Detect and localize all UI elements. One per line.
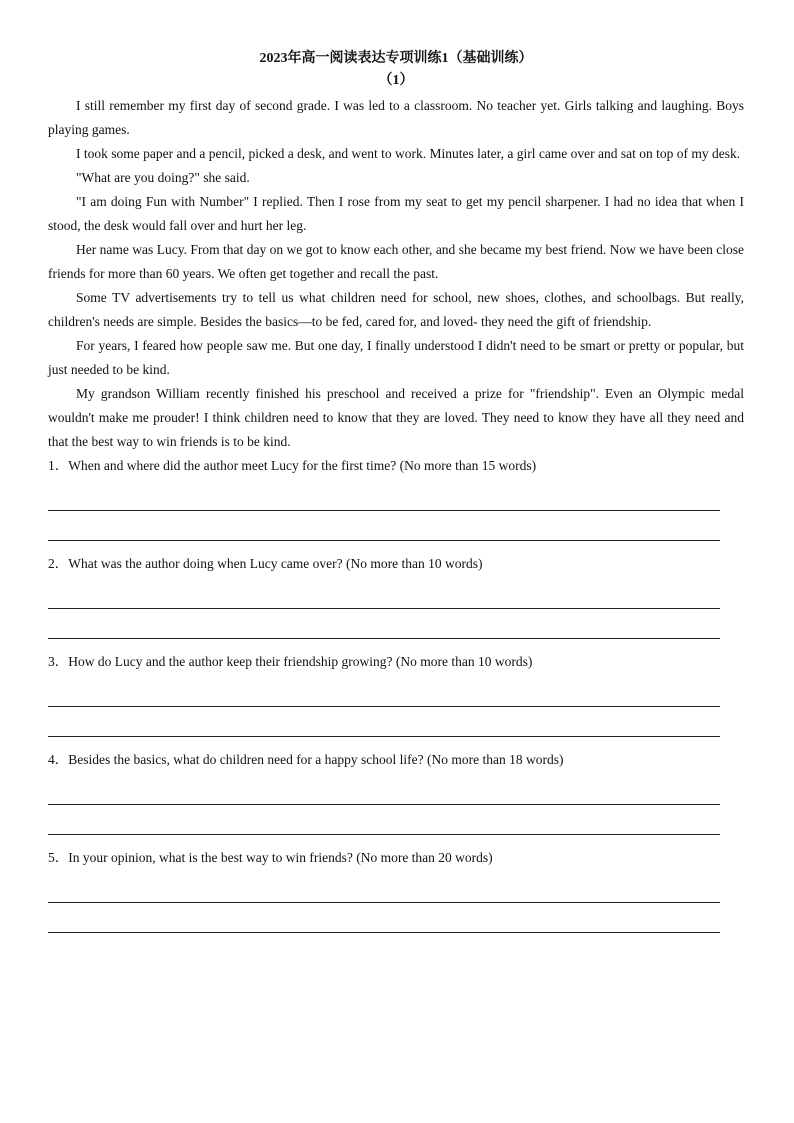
answer-line[interactable] [48, 805, 720, 835]
question-number: 4． [48, 752, 69, 767]
answer-line[interactable] [48, 609, 720, 639]
passage-paragraph: Some TV advertisements try to tell us what children need for school, new shoes, clothes, and schoolbags. But really, children's needs are simple. Besides the basics—to be fed, cared for, and loved- they need the gift of friendship. [48, 290, 744, 329]
worksheet-page [48, 48, 744, 933]
page-title: 2023年高一阅读表达专项训练1（基础训练） [259, 51, 533, 66]
question-number: 2． [48, 556, 69, 571]
question-prompt: What was the author doing when Lucy came over? (No more than 10 words) [68, 556, 483, 571]
passage-paragraph: My grandson William recently finished his preschool and received a prize for "friendship". Even an Olympic medal wouldn't make me prouder! I think children need to know that they are loved. They need to know they have all they need and that the best way to win friends is to be kind. [48, 386, 744, 449]
answer-line[interactable] [48, 674, 720, 707]
answer-line[interactable] [48, 707, 720, 737]
question-text [48, 454, 744, 478]
question-number: 1． [48, 458, 69, 473]
question-prompt: Besides the basics, what do children need for a happy school life? (No more than 18 words) [68, 752, 564, 767]
question-1 [48, 454, 744, 552]
passage-paragraph: For years, I feared how people saw me. But one day, I finally understood I didn't need to be smart or pretty or popular, but just needed to be kind. [48, 338, 744, 377]
passage-paragraph: "I am doing Fun with Number" I replied. Then I rose from my seat to get my pencil sharpener. I had no idea that when I stood, the desk would fall over and hurt her leg. [48, 194, 744, 233]
question-4 [48, 748, 744, 846]
question-text [48, 748, 744, 772]
passage-paragraph: I took some paper and a pencil, picked a desk, and went to work. Minutes later, a girl came over and sat on top of my desk. [76, 146, 741, 161]
answer-line[interactable] [48, 576, 720, 609]
answer-line[interactable] [48, 511, 720, 541]
passage-paragraph: I still remember my first day of second grade. I was led to a classroom. No teacher yet. Girls talking and laughing. Boys playing games. [48, 98, 744, 137]
question-prompt: When and where did the author meet Lucy for the first time? (No more than 15 words) [68, 458, 537, 473]
passage-paragraph: Her name was Lucy. From that day on we got to know each other, and she became my best friend. Now we have been close friends for more than 60 years. We often get together and recall the past. [48, 242, 744, 281]
question-prompt: How do Lucy and the author keep their friendship growing? (No more than 10 words) [68, 654, 533, 669]
question-5 [48, 846, 744, 933]
reading-passage [48, 94, 744, 454]
question-number: 3． [48, 654, 69, 669]
question-prompt: In your opinion, what is the best way to win friends? (No more than 20 words) [68, 850, 493, 865]
question-3 [48, 650, 744, 748]
question-number: 5． [48, 850, 69, 865]
question-text [48, 846, 744, 870]
answer-line[interactable] [48, 772, 720, 805]
page-subtitle: （1） [378, 73, 414, 88]
passage-paragraph: "What are you doing?" she said. [76, 170, 250, 185]
answer-line[interactable] [48, 903, 720, 933]
question-text [48, 552, 744, 576]
question-2 [48, 552, 744, 650]
questions-section [48, 454, 744, 933]
question-text [48, 650, 744, 674]
answer-line[interactable] [48, 478, 720, 511]
answer-line[interactable] [48, 870, 720, 903]
